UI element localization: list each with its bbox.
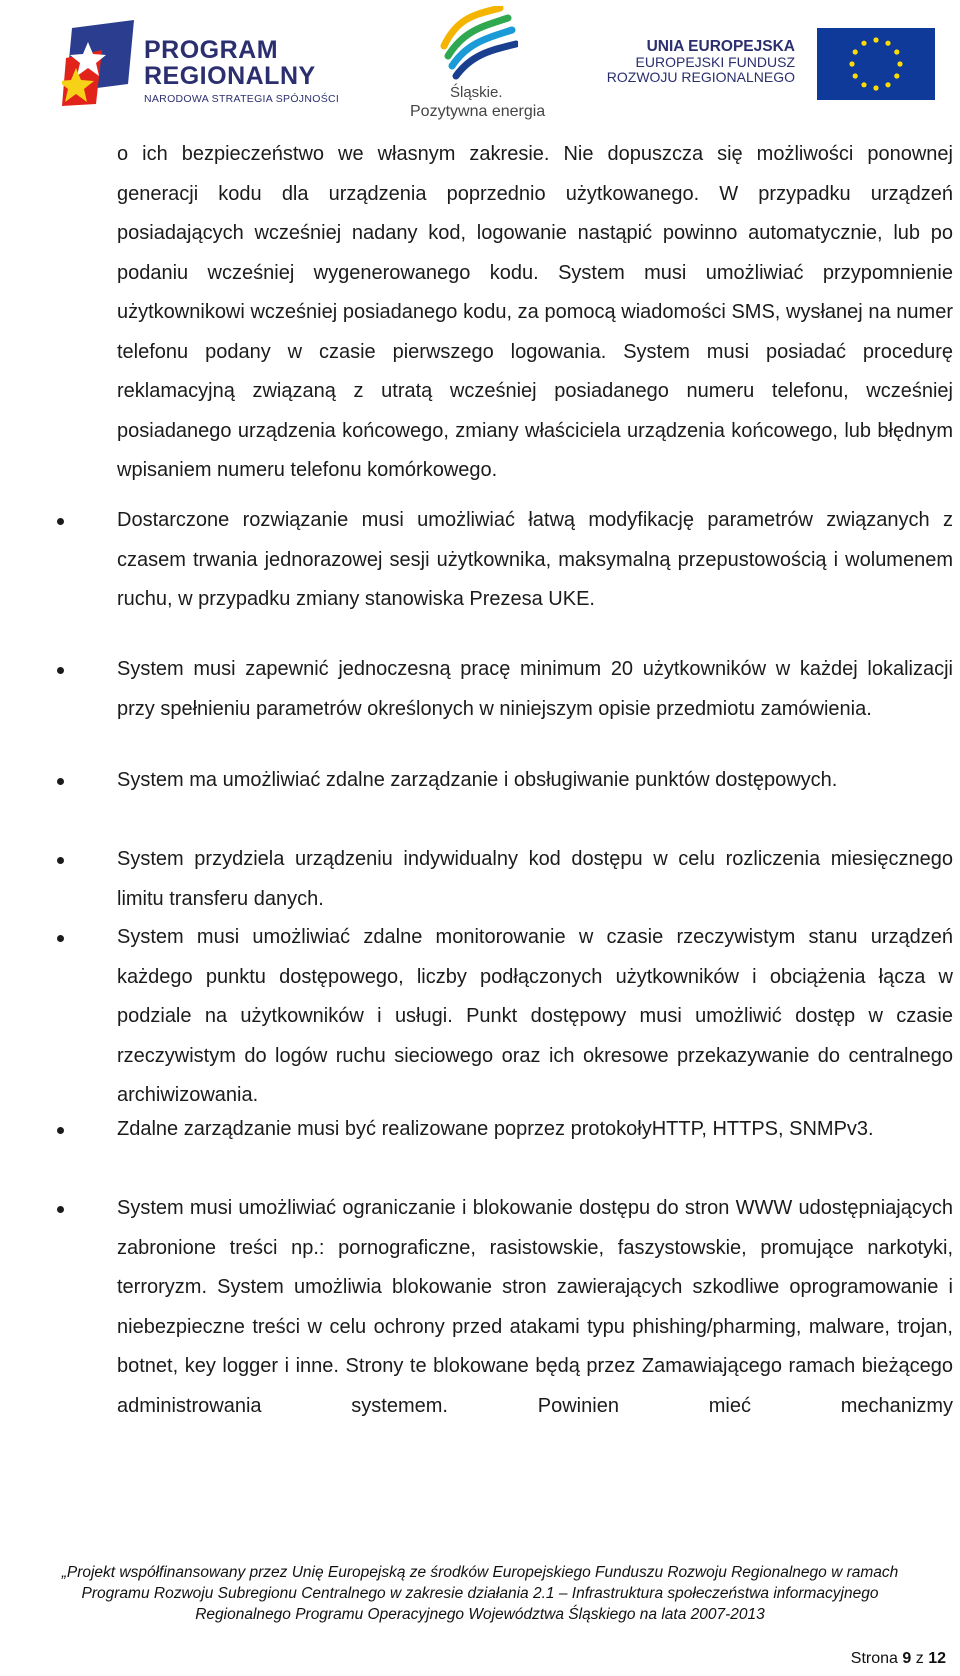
- list-item-text: System przydziela urządzeniu indywidualny kod dostępu w celu rozliczenia miesięcznego limitu transferu danych.: [117, 848, 953, 910]
- bullet-icon: [57, 667, 64, 674]
- eu-logo: [606, 28, 935, 103]
- footer-line-3: Regionalnego Programu Operacyjnego Województwa Śląskiego na lata 2007-2013: [195, 1606, 765, 1623]
- bullet-icon: [57, 935, 64, 942]
- intro-paragraph: o ich bezpieczeństwo we własnym zakresie. Nie dopuszcza się możliwości ponownej generacji kodu dla urządzenia poprzednio użytkowanego. W przypadku urządzeń posiadających wcześniej nadany kod, logowanie nastąpić powinno automatycznie, lub po podaniu wcześniej wygenerowanego kodu. System musi umożliwiać przypomnienie użytkownikowi wcześniej posiadanego kodu, za pomocą wiadomości SMS, wysłanej na numer telefonu podany w czasie pierwszego logowania. System musi posiadać procedurę reklamacyjną związaną z utratą wcześniej posiadanego numeru telefonu, wcześniej posiadanego urządzenia końcowego, zmiany właściciela urządzenia końcowego, lub błędnym wpisaniem numeru telefonu komórkowego.: [117, 143, 953, 481]
- slaskie-waves-icon: [438, 6, 518, 80]
- list-item-text: System musi umożliwiać ograniczanie i blokowanie dostępu do stron WWW udostępniających zabronione treści np.: pornograficzne, rasistowskie, faszystowskie, promujące narkotyki, terroryzm. System umożliwia blokowanie stron zawierających szkodliwe oprogramowanie i niebezpieczne treści w celu ochrony przed atakami typu phishing/pharming, malware, trojan, botnet, key logger i inne. Strony te blokowane będą przez Zamawiającego ramach bieżącego administrowania systemem. Powinien mieć mechanizmy: [117, 1197, 953, 1417]
- bullet-icon: [57, 778, 64, 785]
- program-title: PROGRAM: [144, 36, 279, 64]
- regional-title: REGIONALNY: [144, 62, 316, 90]
- program-regionalny-logo: [62, 16, 362, 106]
- page-label: Strona: [850, 1650, 898, 1667]
- program-regionalny-emblem-icon: [62, 20, 142, 106]
- slaskie-tagline: Pozytywna energia: [410, 103, 546, 120]
- page-separator: z: [915, 1650, 924, 1667]
- list-item-text: System musi umożliwiać zdalne monitorowanie w czasie rzeczywistym stanu urządzeń każdego punktu dostępowego, liczby podłączonych użytkowników i obciążenia łącza w podziale na użytkowników i usługi. Punkt dostępowy musi umożliwić dostęp w czasie rzeczywistym do logów ruchu sieciowego oraz ich okresowe przekazywanie do centralnego archiwizowania.: [117, 926, 953, 1106]
- strategy-subtitle: NARODOWA STRATEGIA SPÓJNOŚCI: [144, 93, 340, 105]
- page-number: [851, 1650, 946, 1668]
- list-item-text: System musi zapewnić jednoczesną pracę minimum 20 użytkowników w każdej lokalizacji przy spełnieniu parametrów określonych w niniejszym opisie przedmiotu zamówienia.: [117, 658, 953, 720]
- bullet-icon: [57, 518, 64, 525]
- page-total: 12: [928, 1650, 946, 1667]
- eu-fund-name: EUROPEJSKI FUNDUSZ: [635, 54, 795, 71]
- page-current: 9: [902, 1650, 912, 1667]
- page-header: [0, 0, 960, 125]
- bullet-icon: [57, 1206, 64, 1213]
- slaskie-logo: [410, 6, 560, 121]
- eu-fund-name-2: ROZWOJU REGIONALNEGO: [606, 69, 795, 86]
- footer-line-1: „Projekt współfinansowany przez Unię Europejską ze środków Europejskiego Funduszu Rozwoju Regionalnego w ramach: [61, 1564, 899, 1581]
- eu-union-name: UNIA EUROPEJSKA: [646, 38, 795, 55]
- page-footer: [0, 1562, 960, 1625]
- bullet-icon: [57, 1127, 64, 1134]
- list-item-text: System ma umożliwiać zdalne zarządzanie i obsługiwanie punktów dostępowych.: [117, 769, 838, 791]
- list-item-text: Dostarczone rozwiązanie musi umożliwiać łatwą modyfikację parametrów związanych z czasem trwania jednorazowej sesji użytkownika, maksymalną przepustowością i wolumenem ruchu, w przypadku zmiany stanowiska Prezesa UKE.: [117, 509, 953, 610]
- bullet-icon: [57, 857, 64, 864]
- list-item-text: Zdalne zarządzanie musi być realizowane poprzez protokołyHTTP, HTTPS, SNMPv3.: [117, 1118, 874, 1140]
- slaskie-name: Śląskie.: [450, 84, 503, 101]
- eu-flag-icon: [817, 28, 935, 100]
- footer-line-2: Programu Rozwoju Subregionu Centralnego w zakresie działania 2.1 – Infrastruktura społeczeństwa informacyjnego: [81, 1585, 879, 1602]
